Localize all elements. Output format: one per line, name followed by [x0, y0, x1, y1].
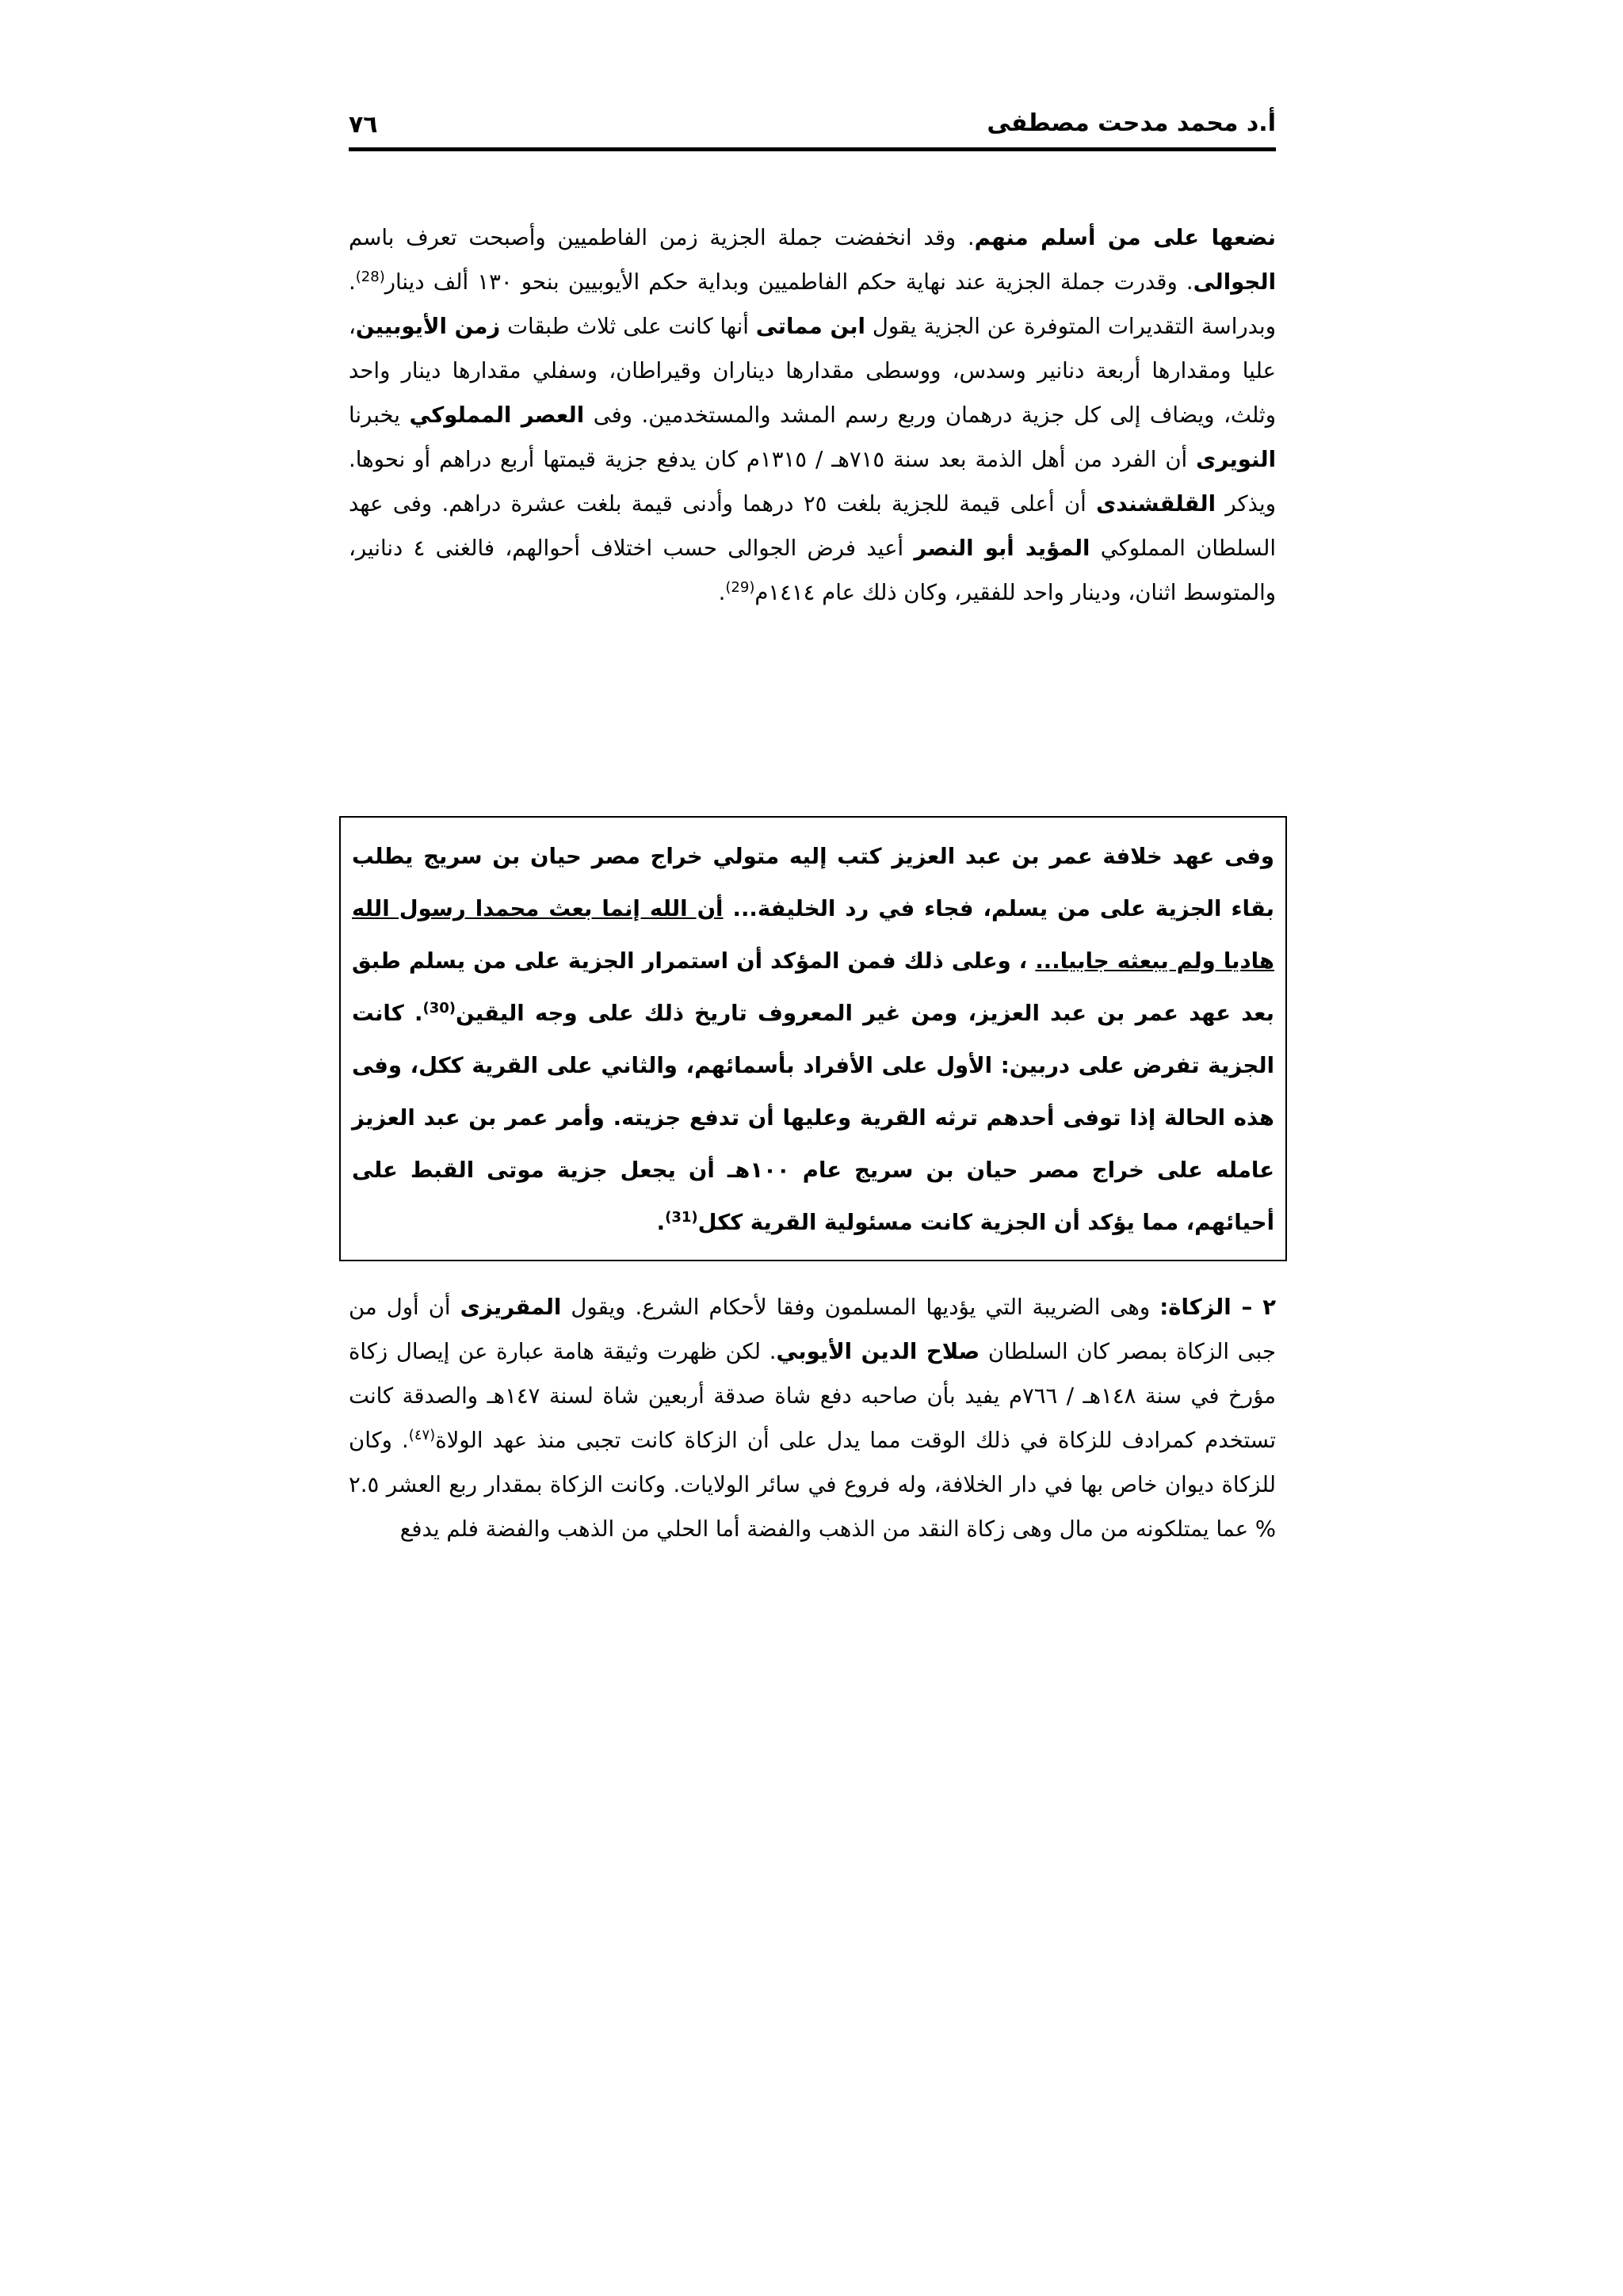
body-text: . لكن ظهرت وثيقة هامة عبارة عن إيصال زكاة مؤرخ في سنة ١٤٨هـ / ٧٦٦م يفيد بأن صاحبه دفع شاة صدقة أربعين شاة لسنة ١٤٧هـ والصدقة كانت تستخدم كمرادف للزكاة في ذلك الوقت مما يدل على أن الزكاة كانت تجبى منذ عهد الولاة: [349, 1339, 1277, 1453]
footnote-ref: (29): [725, 578, 755, 596]
running-header-author: أ.د محمد مدحت مصطفى: [987, 109, 1276, 137]
bold-term: العصر المملوكي: [409, 402, 585, 428]
body-text: أن أعلى قيمة للجزية بلغت ٢٥ درهما وأدنى قيمة بلغت عشرة دراهم. وفى عهد السلطان المملوكي: [349, 491, 1276, 561]
quote-segment: . كانت الجزية تفرض على دربين: الأول على الأفراد بأسمائهم، والثاني على القرية ككل، وفى هذه الحالة إذا توفى أحدهم ترثه القرية وعليها أن تدفع جزيته. وأمر عمر بن عبد العزيز عامله على خراج مصر حيان بن سريج عام ١٠٠هـ أن يجعل جزية موتى القبط على أحيائهم، مما يؤكد أن الجزية كانت مسئولية القرية ككل: [352, 1001, 1274, 1235]
footnote-ref: (28): [355, 268, 385, 285]
paragraph-jizya: [349, 215, 1276, 615]
page-number: ٧٦: [349, 111, 378, 139]
bold-term: القلقشندى: [1096, 491, 1216, 517]
body-text: .: [718, 580, 726, 605]
bold-term: الجوالى: [1193, 269, 1276, 295]
body-text: يخبرنا: [349, 402, 410, 428]
bold-term: المقريزى: [460, 1295, 562, 1320]
bold-term: المؤيد أبو النصر: [914, 536, 1090, 561]
body-text: . وقد انخفضت جملة الجزية زمن الفاطميين وأصبحت تعرف باسم: [349, 225, 975, 250]
body-text: أن أول من جبى الزكاة بمصر كان السلطان: [349, 1295, 1276, 1364]
body-text: . وبدراسة التقديرات المتوفرة عن الجزية يقول: [349, 269, 1276, 339]
underlined-quote: أن الله إنما بعث محمدا رسول الله هاديا ولم يبعثه جابيا...: [352, 896, 1274, 974]
page-header: [349, 101, 1276, 151]
quote-text: [352, 830, 1274, 1249]
bold-term: زمن الأيوبيين: [355, 314, 501, 339]
bold-phrase: نضعها على من أسلم منهم: [974, 225, 1276, 250]
body-text: وهى الضريبة التي يؤديها المسلمون وفقا لأحكام الشرع. ويقول: [561, 1295, 1160, 1320]
bold-term: صلاح الدين الأيوبي: [776, 1339, 980, 1364]
section-heading: ٢ – الزكاة:: [1159, 1295, 1277, 1320]
body-text: . وقدرت جملة الجزية عند نهاية حكم الفاطميين وبداية حكم الأيوبيين بنحو ١٣٠ ألف دينار: [384, 269, 1193, 295]
header-rule: [349, 147, 1276, 151]
footnote-ref: (31): [665, 1208, 698, 1226]
paragraph-zakat: [349, 1285, 1276, 1551]
body-text: . وكان للزكاة ديوان خاص بها في دار الخلافة، وله فروع في سائر الولايات. وكانت الزكاة بمقدار ربع العشر ٢.٥ % عما يمتلكونه من مال وهى زكاة النقد من الذهب والفضة أما الحلي من الذهب والفضة فلم يدفع: [349, 1428, 1276, 1542]
quote-segment: ، وعلى ذلك فمن المؤكد أن استمرار الجزية على من يسلم طبق بعد عهد عمر بن عبد العزيز، ومن غير المعروف تاريخ ذلك على وجه اليقين: [352, 948, 1274, 1026]
body-text: ، عليا ومقدارها أربعة دنانير وسدس، ووسطى مقدارها ديناران وقيراطان، وسفلي مقدارها دينار واحد وثلث، ويضاف إلى كل جزية درهمان وربع رسم المشد والمستخدمين. وفى: [349, 314, 1276, 428]
body-text: أعيد فرض الجوالى حسب اختلاف أحوالهم، فالغنى ٤ دنانير، والمتوسط اثنان، ودينار واحد للفقير، وكان ذلك عام ١٤١٤م: [349, 536, 1276, 605]
footnote-ref: (٤٧): [408, 1426, 436, 1444]
quote-segment: .: [656, 1210, 666, 1235]
bold-term: ابن مماتى: [755, 314, 865, 339]
body-text: أن الفرد من أهل الذمة بعد سنة ٧١٥هـ / ١٣١٥م كان يدفع جزية قيمتها أربع دراهم أو نحوها. ويذكر: [349, 447, 1276, 517]
bold-term: النويرى: [1196, 447, 1276, 472]
quote-segment: وفى عهد خلافة عمر بن عبد العزيز كتب إليه متولي خراج مصر حيان بن سريج يطلب بقاء الجزية على من يسلم، فجاء في رد الخليفة...: [352, 844, 1274, 921]
body-text: أنها كانت على ثلاث طبقات: [500, 314, 756, 339]
boxed-quote: [339, 816, 1287, 1261]
footnote-ref: (30): [422, 999, 456, 1016]
